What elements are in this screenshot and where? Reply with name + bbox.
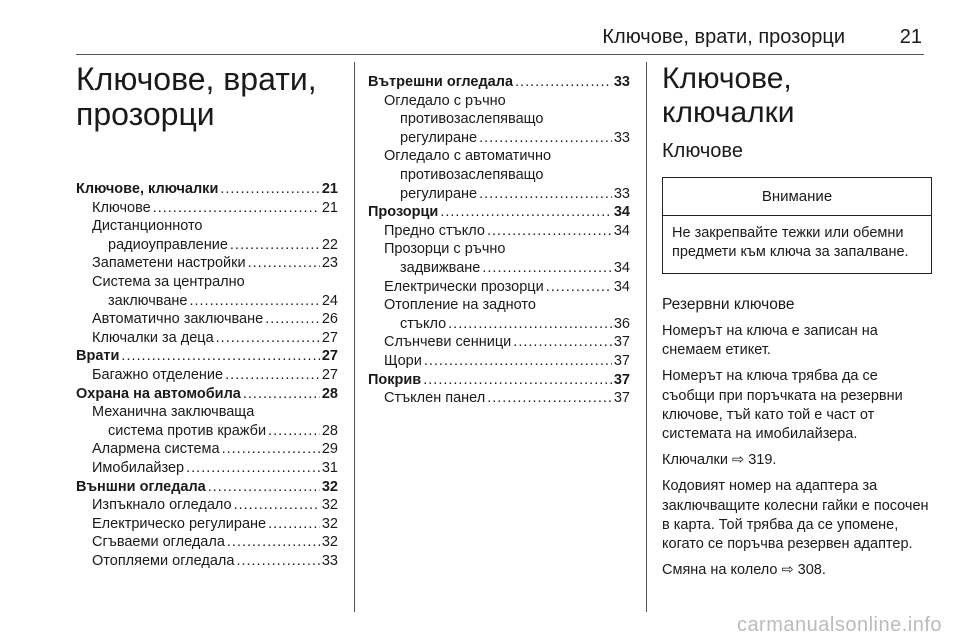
toc-entry-page: 31 — [321, 459, 338, 476]
toc-entry[interactable] — [368, 296, 630, 315]
toc-leader-dots — [230, 236, 320, 255]
toc-entry-text: Покрив — [368, 371, 422, 388]
toc-leader-dots — [268, 422, 320, 441]
toc-entry[interactable] — [76, 422, 338, 441]
toc-entry-page: 33 — [613, 185, 630, 202]
toc-entry-page: 33 — [613, 129, 630, 146]
toc-entry-page: 32 — [321, 534, 338, 551]
paragraph: Кодовият номер на адаптера за заключващите колесни гайки е посочен в карта. Той трябва да се упомене, когато се поръчва резервен адаптер. — [662, 478, 929, 553]
toc-leader-dots — [153, 199, 320, 218]
toc-entry-text: Сгъваеми огледала — [92, 534, 225, 551]
toc-entry-text: противозаслепяващо — [400, 166, 544, 183]
toc-entry[interactable] — [368, 110, 630, 129]
toc-entry[interactable] — [76, 254, 338, 273]
toc-entry-page: 37 — [613, 352, 630, 369]
toc-entry-text: Огледало с ръчно — [384, 92, 506, 109]
toc-leader-dots — [268, 515, 320, 534]
toc-entry-text: Щори — [384, 352, 422, 369]
paragraph: Номерът на ключа е записан на снемаем етикет. — [662, 323, 878, 359]
toc-leader-dots — [216, 329, 320, 348]
toc-left — [76, 180, 338, 570]
toc-entry-text: Слънчеви сенници — [384, 334, 512, 351]
toc-entry[interactable] — [368, 352, 630, 371]
toc-leader-dots — [186, 459, 320, 478]
paragraph: Ключалки ⇨ 319. — [662, 452, 777, 469]
toc-leader-dots — [479, 185, 612, 204]
toc-entry-page: 36 — [613, 315, 630, 332]
toc-entry[interactable] — [368, 278, 630, 297]
toc-entry[interactable] — [76, 236, 338, 255]
toc-entry-text: Отопляеми огледала — [92, 552, 235, 569]
toc-entry[interactable] — [368, 389, 630, 408]
toc-entry-text: противозаслепяващо — [400, 111, 544, 128]
middle-column — [368, 73, 630, 408]
toc-entry-text: Запаметени настройки — [92, 255, 246, 272]
toc-entry-text: Прозорци — [368, 204, 439, 221]
toc-entry[interactable] — [368, 185, 630, 204]
toc-entry[interactable] — [76, 329, 338, 348]
toc-entry[interactable] — [368, 333, 630, 352]
toc-entry-text: Врати — [76, 348, 120, 365]
toc-entry-page: 33 — [613, 74, 630, 90]
toc-entry-text: Имобилайзер — [92, 459, 185, 476]
toc-leader-dots — [189, 292, 319, 311]
section-subtitle: Ключове — [662, 140, 743, 162]
toc-entry-text: Стъклен панел — [384, 390, 486, 407]
toc-leader-dots — [243, 385, 320, 404]
toc-entry[interactable] — [76, 515, 338, 534]
toc-entry[interactable] — [76, 385, 338, 404]
toc-entry[interactable] — [76, 478, 338, 497]
toc-leader-dots — [487, 222, 612, 241]
toc-entry-text: Изпъкнало огледало — [92, 497, 232, 514]
toc-entry-text: Механична заключваща — [92, 404, 255, 421]
toc-leader-dots — [440, 203, 612, 222]
toc-entry[interactable] — [76, 199, 338, 218]
toc-entry-page: 34 — [613, 278, 630, 295]
toc-entry[interactable] — [368, 371, 630, 390]
toc-leader-dots — [482, 259, 612, 278]
toc-entry-text: Външни огледала — [76, 478, 206, 495]
toc-entry[interactable] — [368, 315, 630, 334]
toc-entry[interactable] — [76, 440, 338, 459]
toc-entry-text: Вътрешни огледала — [368, 74, 514, 90]
chapter-title-line1: Ключове, врати, — [76, 61, 317, 97]
toc-entry[interactable] — [76, 496, 338, 515]
toc-leader-dots — [513, 333, 612, 352]
toc-entry[interactable] — [368, 222, 630, 241]
header-rule — [76, 54, 924, 55]
toc-entry[interactable] — [368, 73, 630, 92]
toc-leader-dots — [225, 366, 320, 385]
toc-entry[interactable] — [368, 259, 630, 278]
toc-leader-dots — [227, 533, 320, 552]
toc-entry[interactable] — [76, 180, 338, 199]
toc-entry-page: 27 — [321, 366, 338, 383]
toc-entry-text: Дистанционното — [92, 218, 203, 235]
toc-leader-dots — [234, 496, 320, 515]
toc-entry[interactable] — [76, 310, 338, 329]
toc-entry-page: 27 — [321, 329, 338, 346]
toc-entry-page: 28 — [321, 385, 338, 402]
toc-entry[interactable] — [76, 217, 338, 236]
toc-leader-dots — [515, 73, 612, 92]
toc-entry-page: 34 — [613, 259, 630, 276]
toc-entry[interactable] — [368, 240, 630, 259]
toc-entry-text: Електрически прозорци — [384, 278, 544, 295]
toc-entry-page: 37 — [613, 390, 630, 407]
toc-entry[interactable] — [76, 403, 338, 422]
toc-entry[interactable] — [76, 292, 338, 311]
toc-leader-dots — [487, 389, 612, 408]
toc-entry-page: 33 — [321, 552, 338, 569]
toc-leader-dots — [546, 278, 612, 297]
toc-entry[interactable] — [76, 552, 338, 571]
warning-notice-body: Не закрепвайте тежки или обемни предмети към ключа за запалване. — [672, 225, 909, 260]
toc-entry-page: 37 — [613, 371, 630, 388]
toc-entry-text: Прозорци с ръчно — [384, 241, 506, 258]
chapter-title — [76, 62, 338, 132]
toc-entry-page: 32 — [321, 478, 338, 495]
toc-entry-page: 34 — [613, 204, 630, 221]
toc-entry-page: 32 — [321, 497, 338, 514]
toc-entry-page: 21 — [321, 181, 338, 197]
toc-leader-dots — [424, 352, 612, 371]
toc-entry[interactable] — [76, 347, 338, 366]
toc-entry-page: 26 — [321, 311, 338, 328]
toc-middle — [368, 73, 630, 408]
toc-entry-text: стъкло — [400, 315, 447, 332]
paragraph: Смяна на колело ⇨ 308. — [662, 562, 826, 579]
toc-entry-text: Ключове, ключалки — [76, 181, 219, 197]
toc-entry[interactable] — [76, 533, 338, 552]
warning-notice — [662, 177, 932, 274]
toc-leader-dots — [265, 310, 320, 329]
toc-entry-text: Ключове — [92, 199, 151, 216]
toc-entry[interactable] — [368, 129, 630, 148]
toc-leader-dots — [222, 440, 320, 459]
toc-entry-text: заключване — [108, 292, 188, 309]
toc-entry-text: Багажно отделение — [92, 366, 224, 383]
toc-entry-text: Алармена система — [92, 441, 220, 458]
right-column — [662, 62, 932, 587]
toc-entry-text: Предно стъкло — [384, 222, 485, 239]
column-divider-right — [646, 62, 647, 612]
toc-leader-dots — [479, 129, 612, 148]
watermark: carmanualsonline.info — [736, 614, 942, 636]
toc-entry[interactable] — [368, 92, 630, 111]
toc-leader-dots — [220, 180, 320, 199]
toc-entry-text: Отопление на задното — [384, 297, 536, 314]
toc-entry-text: Ключалки за деца — [92, 329, 214, 346]
toc-entry[interactable] — [368, 203, 630, 222]
toc-entry-text: Автоматично заключване — [92, 311, 264, 328]
page-number: 21 — [899, 26, 922, 48]
toc-entry-text: регулиране — [400, 185, 478, 202]
spare-keys-heading: Резервни ключове — [662, 296, 795, 313]
toc-entry-page: 23 — [321, 255, 338, 272]
toc-entry-page: 21 — [321, 199, 338, 216]
toc-entry-text: Охрана на автомобила — [76, 385, 241, 402]
paragraph: Номерът на ключа трябва да се съобщи при поръчката на резервни ключове, тъй като той е част от системата на имобилайзера. — [662, 368, 903, 443]
toc-entry-page: 22 — [321, 236, 338, 253]
toc-entry-page: 37 — [613, 334, 630, 351]
toc-entry-page: 28 — [321, 422, 338, 439]
toc-entry-text: Система за централно — [92, 273, 245, 290]
toc-leader-dots — [423, 371, 612, 390]
toc-entry-text: Електрическо регулиране — [92, 515, 267, 532]
warning-notice-head: Внимание — [663, 178, 931, 216]
toc-entry[interactable] — [368, 166, 630, 185]
left-column — [76, 62, 338, 570]
toc-entry-page: 27 — [321, 348, 338, 365]
toc-leader-dots — [236, 552, 319, 571]
page-header-title: Ключове, врати, прозорци — [602, 26, 845, 48]
toc-leader-dots — [248, 254, 320, 273]
toc-entry[interactable] — [368, 147, 630, 166]
toc-entry[interactable] — [76, 366, 338, 385]
chapter-title-line2: прозорци — [76, 96, 215, 132]
toc-entry-text: задвижване — [400, 259, 481, 276]
toc-entry[interactable] — [76, 459, 338, 478]
section-title: Ключове, ключалки — [662, 62, 795, 129]
toc-entry-page: 34 — [613, 222, 630, 239]
toc-entry-page: 24 — [321, 292, 338, 309]
toc-entry-text: регулиране — [400, 129, 478, 146]
toc-entry-page: 32 — [321, 515, 338, 532]
column-divider-left — [354, 62, 355, 612]
toc-entry-text: система против кражби — [108, 422, 267, 439]
toc-leader-dots — [121, 347, 319, 366]
toc-leader-dots — [208, 478, 320, 497]
toc-entry-text: Огледало с автоматично — [384, 148, 552, 165]
toc-entry-text: радиоуправление — [108, 236, 228, 253]
toc-entry-page: 29 — [321, 441, 338, 458]
toc-leader-dots — [448, 315, 612, 334]
toc-entry[interactable] — [76, 273, 338, 292]
